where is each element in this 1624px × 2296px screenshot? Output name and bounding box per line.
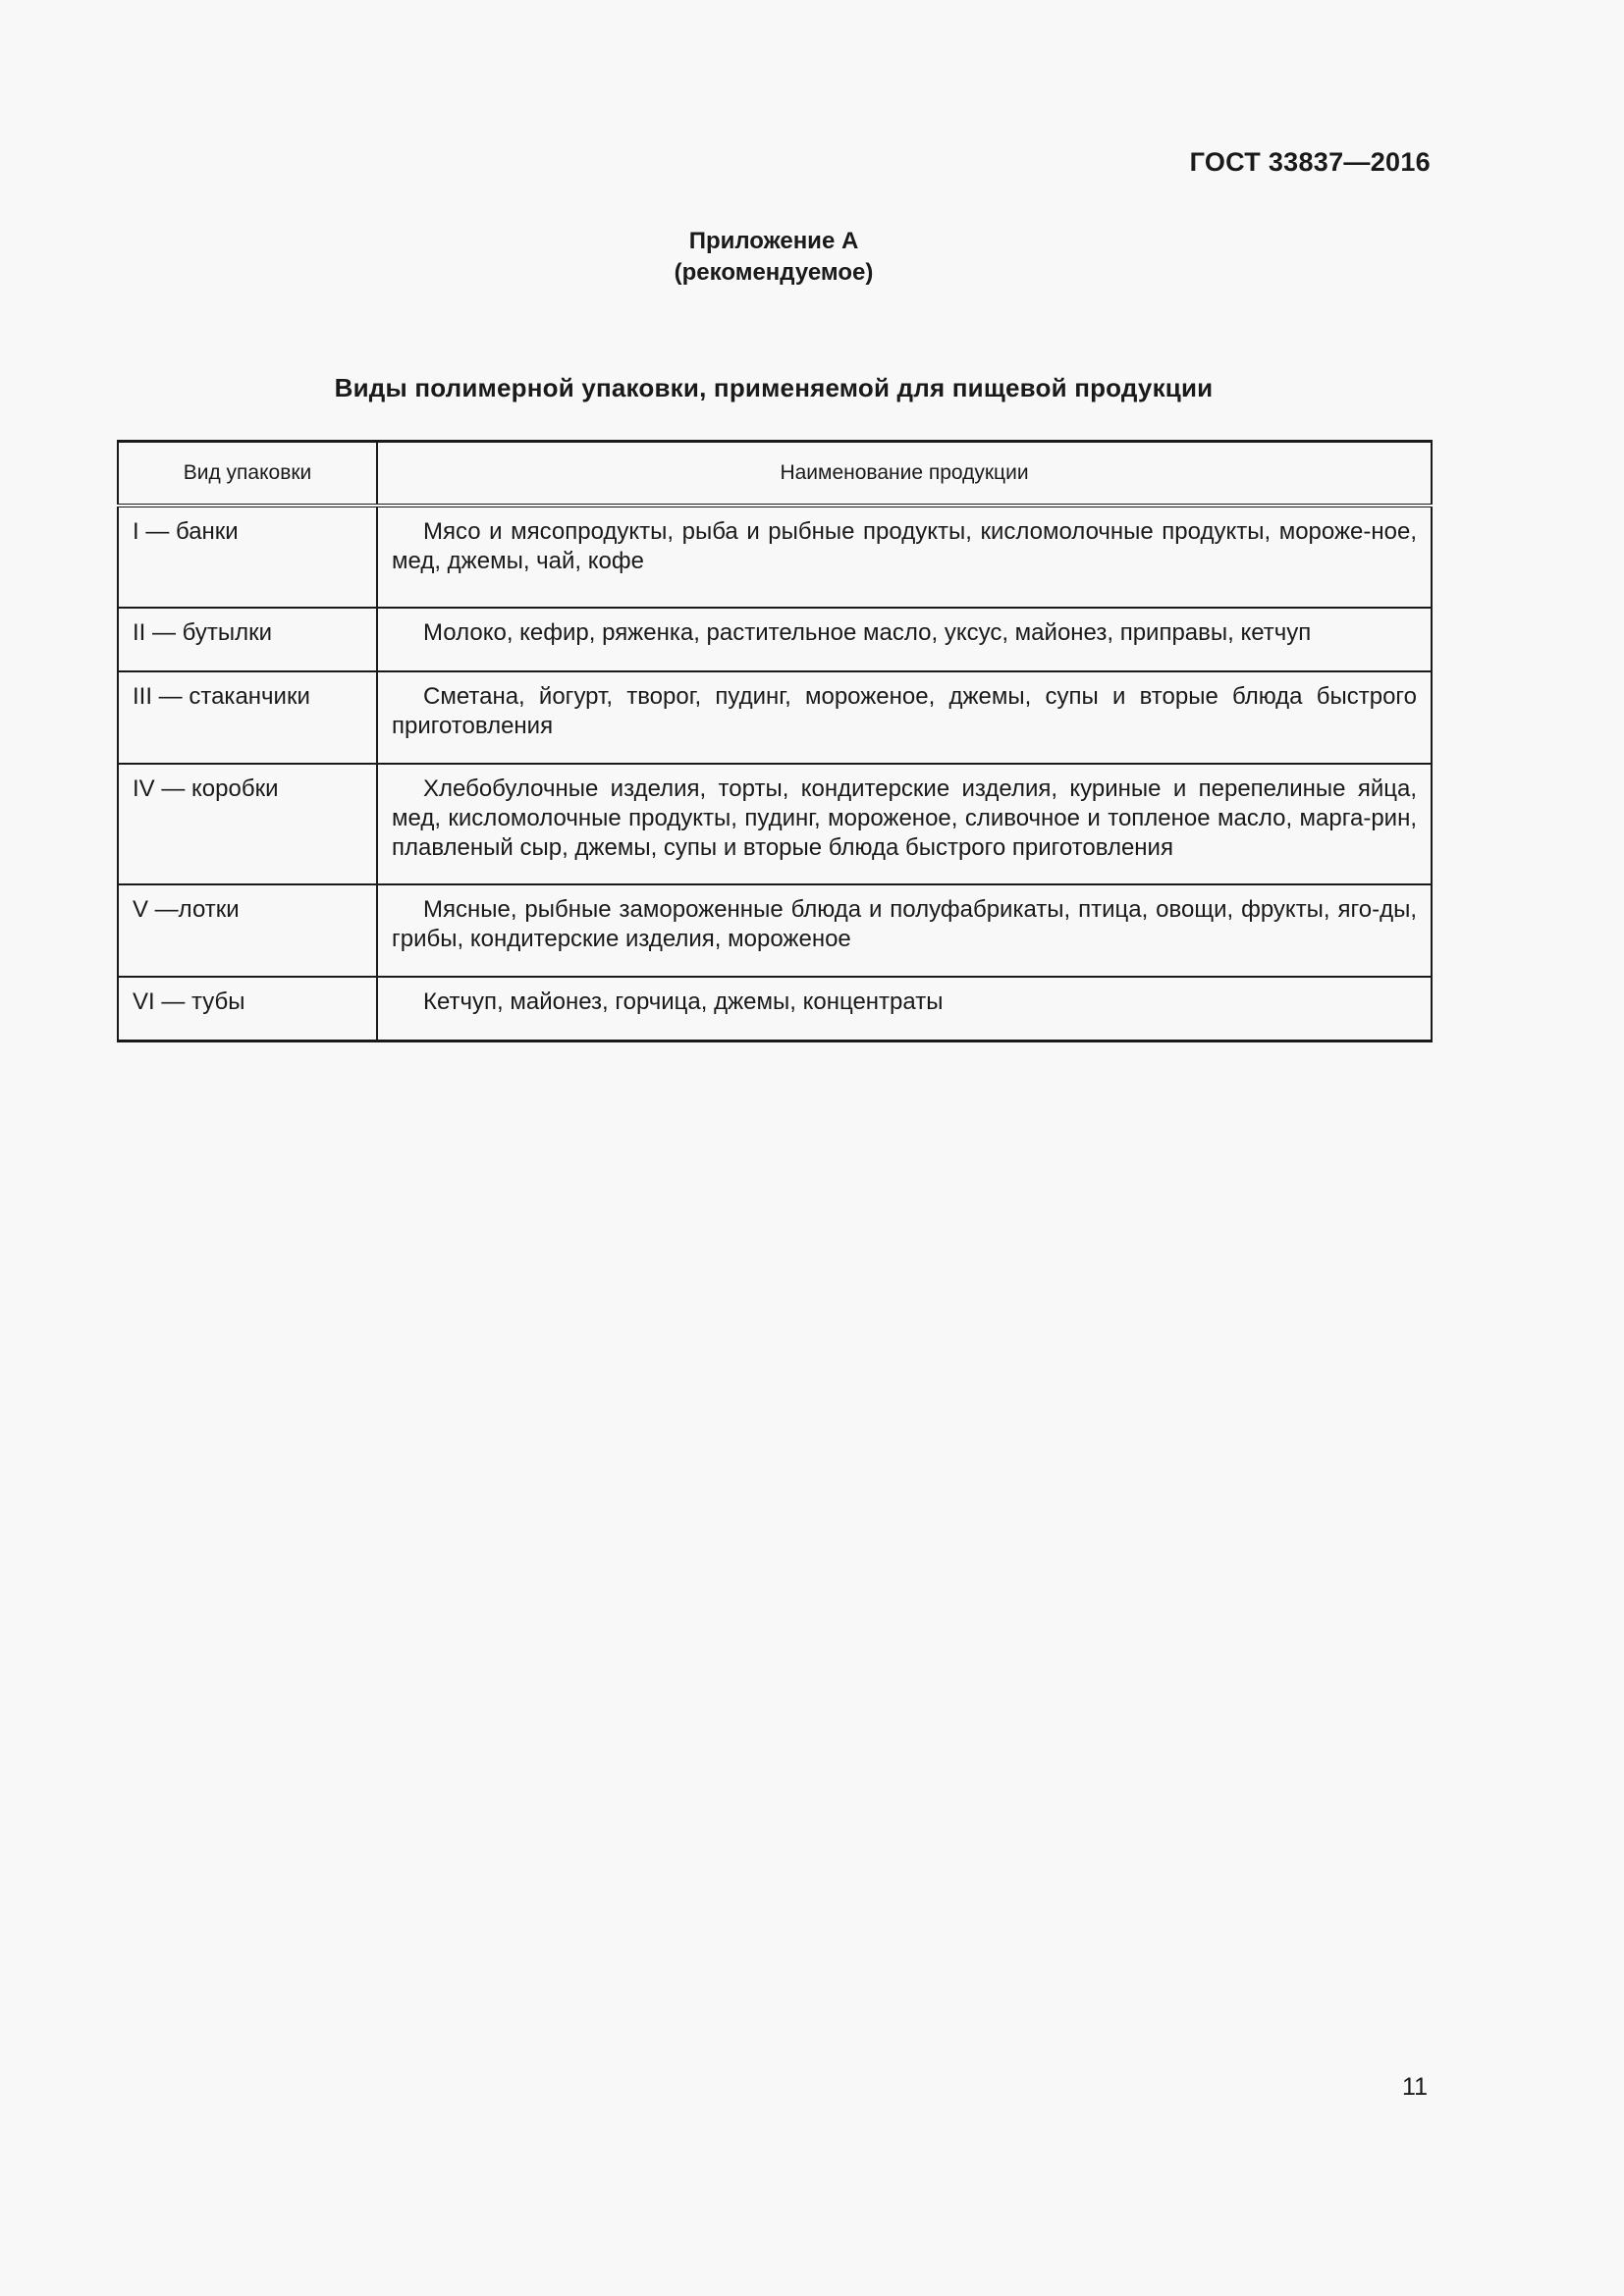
package-type-cell: I — банки <box>118 506 377 608</box>
package-type-cell: II — бутылки <box>118 608 377 671</box>
products-cell: Мясные, рыбные замороженные блюда и полуфабрикаты, птица, овощи, фрукты, яго-ды, грибы, кондитерские изделия, мороженое <box>377 884 1432 977</box>
table-row <box>118 608 1432 671</box>
table-title: Виды полимерной упаковки, применяемой для пищевой продукции <box>334 373 1214 402</box>
products-cell: Хлебобулочные изделия, торты, кондитерские изделия, куриные и перепелиные яйца, мед, кисломолочные продукты, пудинг, мороженое, сливочное и топленое масло, марга-рин, плавленый сыр, джемы, супы и вторые блюда быстрого приготовления <box>377 764 1432 884</box>
products-cell: Молоко, кефир, ряженка, растительное масло, уксус, майонез, приправы, кетчуп <box>377 608 1432 671</box>
products-cell: Кетчуп, майонез, горчица, джемы, концентраты <box>377 977 1432 1041</box>
packaging-table <box>117 440 1433 1042</box>
package-type-cell: III — стаканчики <box>118 671 377 764</box>
table-row <box>118 884 1432 977</box>
package-type-cell: IV — коробки <box>118 764 377 884</box>
appendix-title: Приложение А <box>688 228 859 254</box>
appendix-status: (рекомендуемое) <box>674 259 874 286</box>
table-row <box>118 977 1432 1041</box>
table-row <box>118 764 1432 884</box>
products-cell: Мясо и мясопродукты, рыба и рыбные продукты, кисломолочные продукты, мороже-ное, мед, джемы, чай, кофе <box>377 506 1432 608</box>
table-header-row <box>118 442 1432 507</box>
page-number: 11 <box>1402 2073 1428 2101</box>
appendix-heading <box>0 226 1547 289</box>
header-product-name: Наименование продукции <box>377 442 1432 507</box>
table-row <box>118 671 1432 764</box>
package-type-cell: V —лотки <box>118 884 377 977</box>
header-package-type: Вид упаковки <box>118 442 377 507</box>
table-row <box>118 506 1432 608</box>
products-cell: Сметана, йогурт, творог, пудинг, мороженое, джемы, супы и вторые блюда быстрого приготовления <box>377 671 1432 764</box>
package-type-cell: VI — тубы <box>118 977 377 1041</box>
document-code: ГОСТ 33837—2016 <box>1189 147 1431 177</box>
